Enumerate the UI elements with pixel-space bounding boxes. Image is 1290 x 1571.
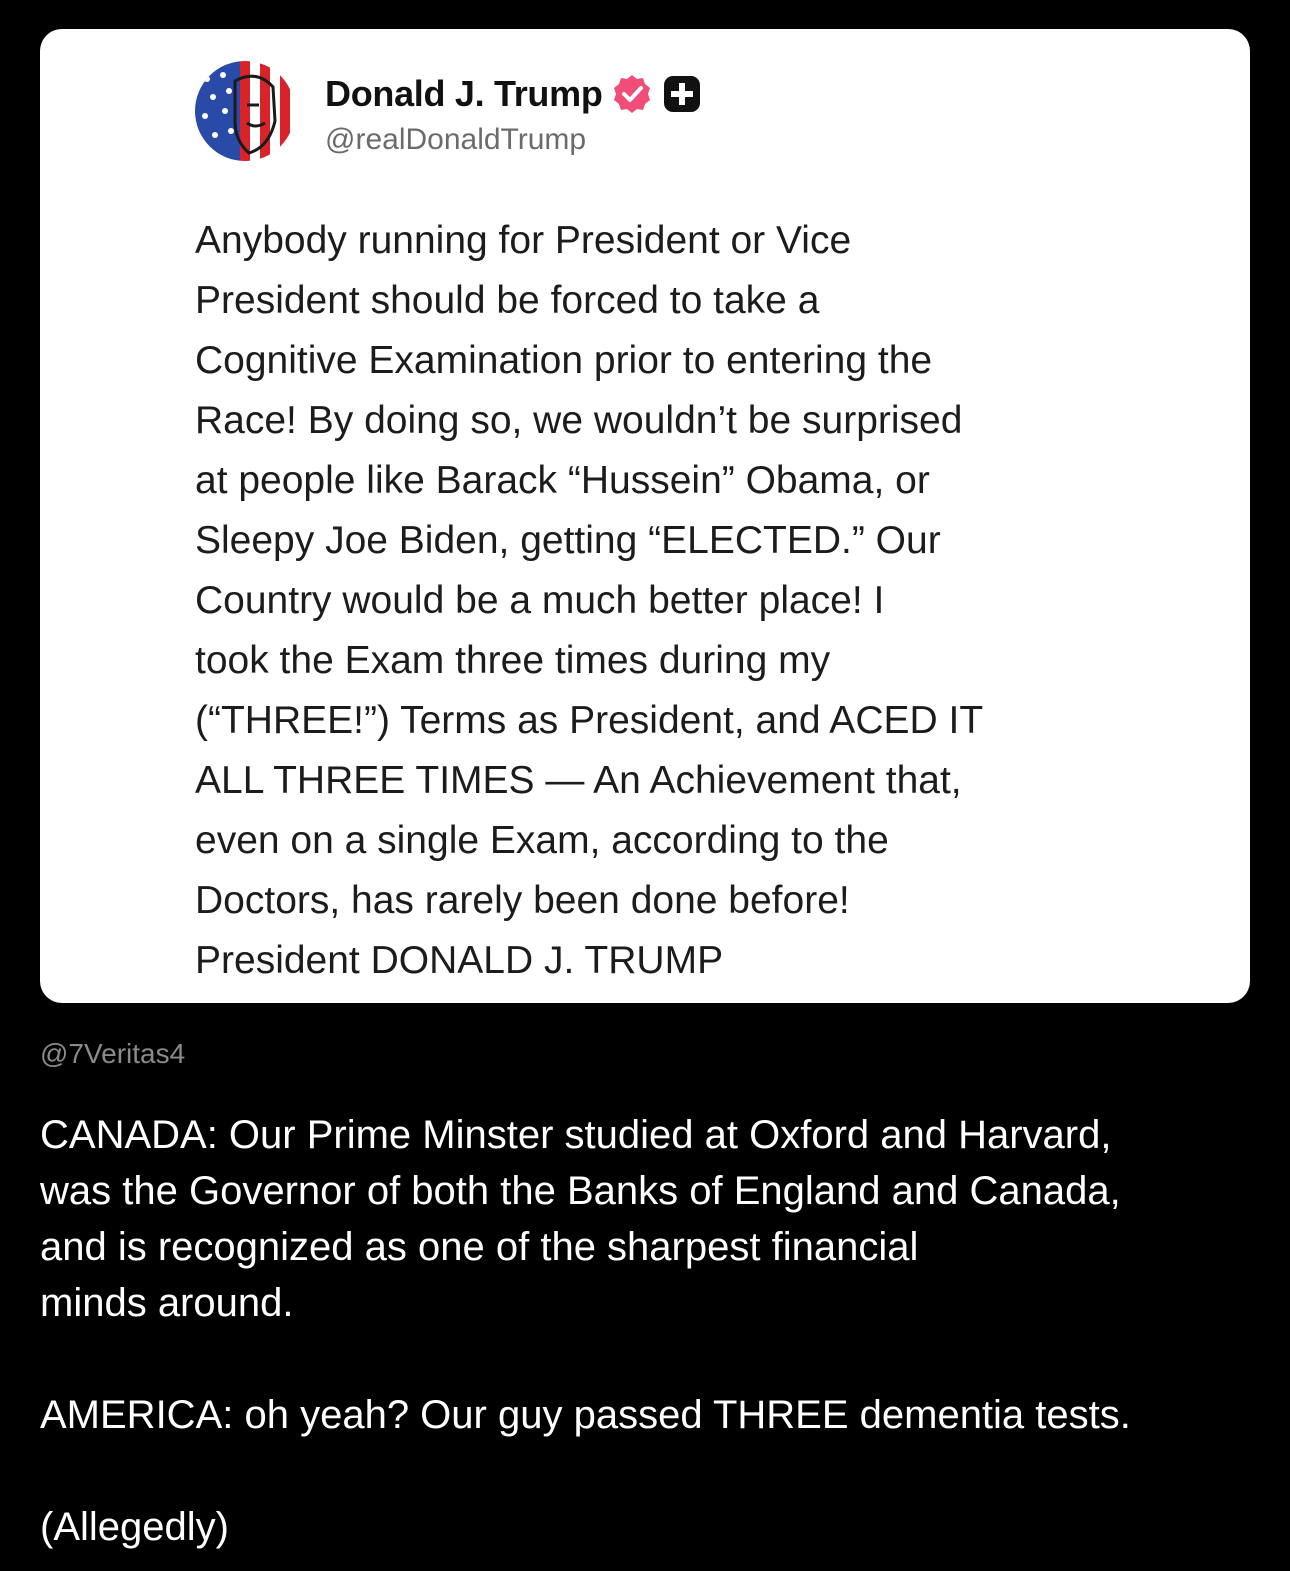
- post-card: [40, 29, 1250, 1003]
- post-body-line: Doctors, has rarely been done before!: [195, 879, 850, 922]
- post-body-line: Cognitive Examination prior to entering the: [195, 339, 933, 382]
- post-body-line: Race! By doing so, we wouldn’t be surprised: [195, 399, 963, 442]
- caption-line: minds around.: [40, 1281, 294, 1325]
- post-body-line: took the Exam three times during my: [195, 639, 831, 682]
- author-display-name[interactable]: Donald J. Trump: [325, 73, 603, 114]
- caption-line: and is recognized as one of the sharpest financial: [40, 1225, 919, 1269]
- caption-paragraph-america: AMERICA: oh yeah? Our guy passed THREE dementia tests.: [40, 1393, 1131, 1437]
- author-handle[interactable]: @realDonaldTrump: [325, 123, 587, 156]
- caption-paragraph-allegedly: (Allegedly): [40, 1505, 229, 1549]
- watermark-handle: @7Veritas4: [40, 1038, 186, 1069]
- flag-face-avatar[interactable]: [195, 61, 295, 161]
- post-body-line: ALL THREE TIMES — An Achievement that,: [195, 759, 962, 802]
- post-body-line: Sleepy Joe Biden, getting “ELECTED.” Our: [195, 519, 941, 562]
- post-body-line: even on a single Exam, according to the: [195, 819, 889, 862]
- verified-badge-icon: [611, 73, 653, 115]
- post-body-line: Country would be a much better place! I: [195, 579, 885, 622]
- post-body-line: President should be forced to take a: [195, 279, 820, 322]
- caption-line: was the Governor of both the Banks of England and Canada,: [40, 1169, 1121, 1213]
- caption-line: CANADA: Our Prime Minster studied at Oxford and Harvard,: [40, 1113, 1112, 1157]
- post-body: [195, 211, 1185, 991]
- truth-social-plus-icon: [661, 73, 703, 115]
- post-body-line: (“THREE!”) Terms as President, and ACED IT: [195, 699, 984, 742]
- post-body-line: at people like Barack “Hussein” Obama, or: [195, 459, 930, 502]
- author-name-row: [325, 71, 703, 117]
- caption-paragraph-canada: [40, 1107, 1260, 1331]
- post-body-line: President DONALD J. TRUMP: [195, 939, 724, 982]
- post-body-line: Anybody running for President or Vice: [195, 219, 852, 262]
